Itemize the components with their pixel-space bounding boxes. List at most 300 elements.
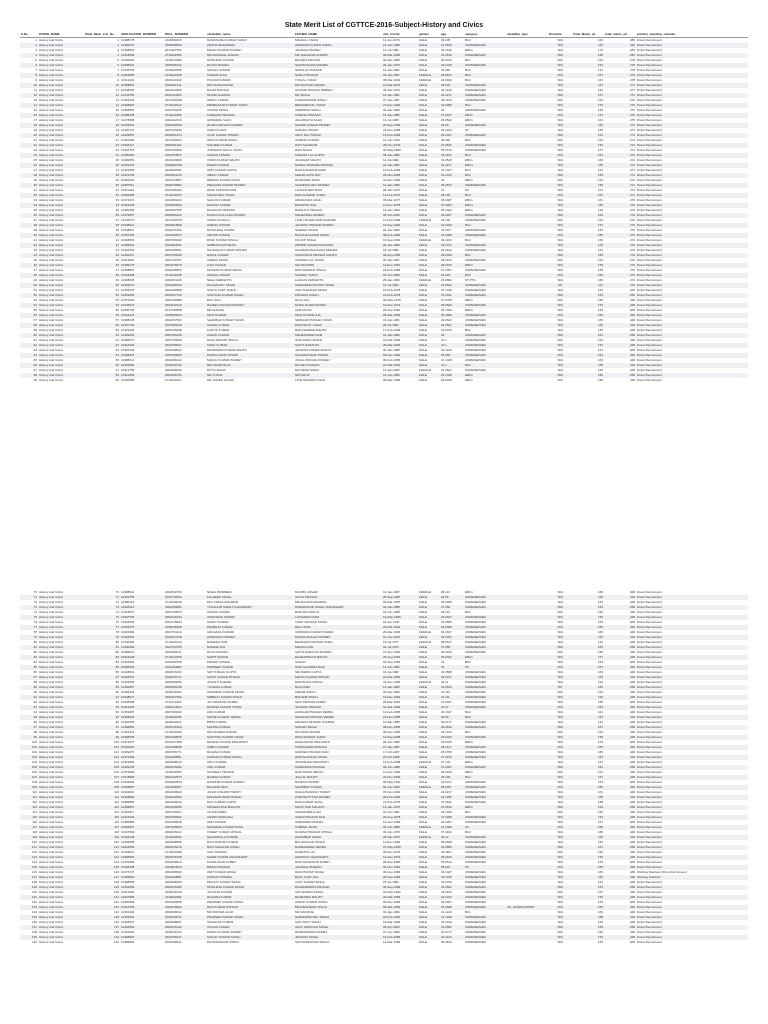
table-cell: 77	[84, 625, 120, 630]
table-cell: JAGDISH PASWAN	[294, 865, 382, 870]
table-cell: 10305998	[120, 700, 164, 705]
table-cell: 10334590	[120, 885, 164, 890]
table-cell: 10319963	[120, 258, 164, 263]
table-cell: 25	[20, 158, 38, 163]
table-cell: 15-Jan-1986	[382, 113, 418, 118]
table-cell: Direct Recruitment	[636, 208, 748, 213]
table-cell: ST PTG	[464, 278, 506, 283]
table-cell: UNRESERVED	[464, 850, 506, 855]
table-cell: DHARAMNATH MAHTO	[294, 655, 382, 660]
table-cell: MALE	[418, 38, 440, 44]
table-cell: BALI SAH	[206, 298, 294, 303]
table-cell: UNRESERVED	[464, 885, 506, 890]
table-cell: 24	[84, 153, 120, 158]
table-cell: 30-Nov-1983	[382, 870, 418, 875]
table-cell: 10316226	[120, 705, 164, 710]
table-cell: MD MAKSUD AHMAD	[294, 83, 382, 88]
table-cell: YES	[548, 895, 572, 900]
table-cell: Direct Recruitment	[636, 268, 748, 273]
table-cell: 268	[604, 835, 636, 840]
table-cell: 38.0907	[440, 198, 464, 203]
table-cell: SATYENDRA SINGH	[294, 890, 382, 895]
table-cell: 52	[84, 293, 120, 298]
table-cell: 124	[84, 860, 120, 865]
table-cell: RAM BUJUH SINGH	[294, 680, 382, 685]
table-cell: 282	[604, 48, 636, 53]
table-cell: 01-Mar-1984	[382, 705, 418, 710]
table-cell: 154	[572, 935, 604, 940]
table-cell: MALE	[418, 800, 440, 805]
table-cell: MALE	[418, 805, 440, 810]
table-cell: 2002015852	[164, 183, 206, 188]
table-cell: 2116010286	[164, 58, 206, 63]
table-cell: Direct Recruitment	[636, 373, 748, 378]
table-cell: 268	[604, 590, 636, 595]
table-cell: 154	[572, 238, 604, 243]
table-cell: UNRESERVED	[464, 795, 506, 800]
table-cell: BHUNESHWAR SINGH	[294, 905, 382, 910]
table-cell: MALE	[418, 685, 440, 690]
table-cell: 10385882	[120, 800, 164, 805]
table-cell: 15-Mar-1984	[382, 920, 418, 925]
table-cell: 2116020231	[164, 720, 206, 725]
table-cell: 268	[604, 890, 636, 895]
table-cell: 2004504210	[164, 173, 206, 178]
table-cell: 155	[572, 700, 604, 705]
table-cell: TUKLAL YADAV	[294, 78, 382, 83]
table-cell: RINKI KUMARI SINGH	[206, 238, 294, 243]
table-cell: 10390082	[120, 645, 164, 650]
table-cell: 86	[84, 670, 120, 675]
table-cell: KAMLESHWAR SINGH	[294, 98, 382, 103]
table-cell: KAMALAKAR DUBEY	[206, 860, 294, 865]
table-cell: MALE	[418, 795, 440, 800]
table-cell: KAMLESH PRASAD	[206, 113, 294, 118]
table-cell: 37.0708	[440, 298, 464, 303]
table-cell: 2002407990	[164, 695, 206, 700]
table-cell: Direct Recruitment	[636, 343, 748, 348]
table-cell: YES	[548, 208, 572, 213]
table-cell: 10380119	[120, 600, 164, 605]
table-cell: RAM SINGH	[294, 148, 382, 153]
table-cell: SHIV DATT SINGH	[294, 920, 382, 925]
table-cell: 10306102	[120, 348, 164, 353]
table-cell: 268	[604, 725, 636, 730]
table-cell: History and Civics	[38, 815, 84, 820]
table-cell: Direct Recruitment	[636, 148, 748, 153]
table-cell: 2007026950	[164, 148, 206, 153]
table-cell: 30.0717	[440, 720, 464, 725]
table-cell: 10319982	[120, 760, 164, 765]
table-cell: 10311444	[120, 188, 164, 193]
table-cell: 4	[20, 53, 38, 58]
table-cell: Direct Recruitment	[636, 765, 748, 770]
table-cell: UNRESERVED	[464, 605, 506, 610]
table-cell: 268	[604, 650, 636, 655]
table-cell: SAHDEO SINGH	[294, 228, 382, 233]
table-cell: History and Civics	[38, 600, 84, 605]
table-cell: 34	[20, 203, 38, 208]
table-cell: 10362366	[120, 138, 164, 143]
table-cell: 10333691	[120, 915, 164, 920]
table-cell: 268	[604, 885, 636, 890]
table-cell: 151	[572, 78, 604, 83]
table-cell: 10358851	[120, 83, 164, 88]
table-cell: EBC1	[464, 203, 506, 208]
column-header: total_marks_p2	[604, 32, 636, 38]
table-cell: YES	[548, 835, 572, 840]
table-cell: 29.0016	[440, 740, 464, 745]
table-cell: 26.0919	[440, 770, 464, 775]
table-cell: RAJIV PANDEY	[206, 650, 294, 655]
table-cell: SATYANARAYAN SINGH	[294, 940, 382, 945]
table-cell: UNRESERVED	[464, 93, 506, 98]
table-cell: 2713010258	[164, 655, 206, 660]
table-cell: 79	[84, 635, 120, 640]
table-cell: 16-Jun-1988	[382, 43, 418, 48]
table-cell: 104	[84, 760, 120, 765]
table-cell: 08-Mar-1986	[382, 53, 418, 58]
table-cell: 2002015747	[164, 675, 206, 680]
table-cell: BC2	[464, 138, 506, 143]
table-cell: YES	[548, 900, 572, 905]
table-cell: Direct Recruitment	[636, 258, 748, 263]
column-header: category	[464, 32, 506, 38]
table-cell: 28.05	[440, 595, 464, 600]
table-cell: 32.11	[440, 680, 464, 685]
table-cell: History and Civics	[38, 338, 84, 343]
table-cell: 2014307553	[164, 48, 206, 53]
table-cell: 10356470	[120, 288, 164, 293]
table-cell: 35.0928	[440, 840, 464, 845]
table-cell: 153	[572, 358, 604, 363]
table-cell: 130	[84, 890, 120, 895]
table-cell: YES	[548, 730, 572, 735]
table-cell: YES	[548, 143, 572, 148]
table-cell: 10143783	[120, 93, 164, 98]
table-cell: SANJEEV KUMAR	[206, 143, 294, 148]
table-cell: DILIP KUMAR JHA	[294, 313, 382, 318]
table-cell: 46	[84, 263, 120, 268]
table-cell: 31.0916	[440, 920, 464, 925]
table-cell: 83	[84, 655, 120, 660]
table-cell: MALE	[418, 690, 440, 695]
table-cell: MUNIR AHAMAD	[206, 93, 294, 98]
table-cell: 10379432	[120, 298, 164, 303]
table-cell: YES	[548, 218, 572, 223]
table-cell: YES	[548, 700, 572, 705]
table-cell: 2002408508	[164, 840, 206, 845]
table-cell: History and Civics	[38, 278, 84, 283]
table-cell: PAWAN KUMAR	[206, 163, 294, 168]
table-cell: 13-Dec-1978	[382, 203, 418, 208]
table-cell: Direct Recruitment	[636, 348, 748, 353]
table-cell: 04-Jan-1985	[382, 58, 418, 63]
table-cell: 66	[84, 363, 120, 368]
table-cell: 268	[604, 700, 636, 705]
table-cell: History and Civics	[38, 835, 84, 840]
table-cell: 2002015012	[164, 830, 206, 835]
table-cell: 32.0805	[440, 845, 464, 850]
table-cell: 165	[572, 810, 604, 815]
table-cell: 49	[84, 278, 120, 283]
table-cell: 2003210453	[164, 88, 206, 93]
table-cell: 126	[20, 870, 38, 875]
table-cell: RAMESHWAR VERMA	[294, 845, 382, 850]
table-cell: MALE	[418, 880, 440, 885]
table-cell: Direct Recruitment	[636, 890, 748, 895]
table-cell: 96	[20, 720, 38, 725]
table-cell: Direct Recruitment	[636, 770, 748, 775]
table-cell: 2002408913	[164, 860, 206, 865]
table-cell: 153	[572, 870, 604, 875]
table-cell: YES	[548, 605, 572, 610]
table-cell: 10323889	[120, 73, 164, 78]
table-cell: 274	[604, 128, 636, 133]
table-cell: YES	[548, 825, 572, 830]
table-cell: 10389213	[120, 650, 164, 655]
table-cell: 32.0926	[440, 905, 464, 910]
table-cell: MALE	[418, 610, 440, 615]
table-cell: JHULAL MAHTO	[294, 775, 382, 780]
table-cell: SUNIL KUMAR	[206, 343, 294, 348]
table-cell: BC2	[464, 78, 506, 83]
table-cell: 271	[604, 168, 636, 173]
table-cell: 67	[20, 368, 38, 373]
table-cell: YES	[548, 178, 572, 183]
table-cell: 27.6616	[440, 43, 464, 48]
table-cell: UNRESERVED	[464, 875, 506, 880]
table-cell: MALE	[418, 655, 440, 660]
table-cell: 73	[84, 605, 120, 610]
table-cell: MUDHESH KUMAR DASS	[206, 825, 294, 830]
table-cell: 10399653	[120, 333, 164, 338]
table-cell: Direct Recruitment	[636, 915, 748, 920]
table-cell: 94	[84, 710, 120, 715]
table-cell: 2116020358	[164, 68, 206, 73]
table-cell: 33.0508	[440, 670, 464, 675]
table-cell: 16-Jan-1983	[382, 333, 418, 338]
table-cell: SC	[464, 865, 506, 870]
table-cell: History and Civics	[38, 308, 84, 313]
table-cell: YES	[548, 645, 572, 650]
table-cell: JAGDISH SINGH	[294, 935, 382, 940]
table-cell: 31	[84, 188, 120, 193]
table-cell: RAKESH RAI	[206, 645, 294, 650]
table-cell: 2002408107	[164, 785, 206, 790]
table-cell: MALE	[418, 925, 440, 930]
table-cell: 268	[604, 815, 636, 820]
table-cell: YES	[548, 870, 572, 875]
table-cell: 127	[20, 875, 38, 880]
table-cell: 268	[604, 680, 636, 685]
table-cell: 138	[20, 930, 38, 935]
table-cell: 23-Oct-1988	[382, 755, 418, 760]
table-cell: 268	[604, 790, 636, 795]
table-cell: Direct Recruitment	[636, 93, 748, 98]
table-cell: 33.1117	[440, 228, 464, 233]
table-cell: YES	[548, 288, 572, 293]
table-cell: YES	[548, 930, 572, 935]
table-cell: 155	[572, 163, 604, 168]
table-cell: Direct Recruitment	[636, 650, 748, 655]
table-cell: 158	[572, 650, 604, 655]
table-cell: 18	[20, 123, 38, 128]
table-cell: BC2	[464, 610, 506, 615]
table-cell: UNRESERVED	[464, 920, 506, 925]
table-cell: 162	[572, 635, 604, 640]
table-cell: 31.0927	[440, 700, 464, 705]
table-cell: 108	[20, 780, 38, 785]
table-cell: 27.082	[440, 605, 464, 610]
table-cell: PARMANAND SINGH CHAUDHARY	[294, 605, 382, 610]
table-cell: 166	[572, 273, 604, 278]
table-cell: History and Civics	[38, 910, 84, 915]
table-cell: 2017026238	[164, 98, 206, 103]
table-cell: 23.0804	[440, 278, 464, 283]
table-cell: Direct Recruitment	[636, 163, 748, 168]
table-cell: 10386820	[120, 940, 164, 945]
table-cell: 268	[604, 775, 636, 780]
table-cell: 43	[20, 248, 38, 253]
table-cell: UNRESERVED	[464, 905, 506, 910]
table-cell: History and Civics	[38, 48, 84, 53]
table-cell: 88	[20, 680, 38, 685]
table-cell: ASHISH KUMAR	[206, 273, 294, 278]
table-cell: 10389901	[120, 243, 164, 248]
table-cell: 01-Mar-1984	[382, 363, 418, 368]
table-cell: 89	[84, 685, 120, 690]
table-cell: UNRESERVED	[464, 143, 506, 148]
table-cell: 268	[604, 600, 636, 605]
table-cell: MALE	[418, 188, 440, 193]
table-cell: 166	[572, 685, 604, 690]
table-cell: History and Civics	[38, 635, 84, 640]
table-cell: 21-Feb-1978	[382, 800, 418, 805]
table-cell: History and Civics	[38, 143, 84, 148]
table-cell: 93	[20, 705, 38, 710]
table-cell: SATYA NARAYAN	[294, 343, 382, 348]
table-cell: Direct Recruitment	[636, 805, 748, 810]
table-cell: 114	[84, 810, 120, 815]
table-cell: 62	[20, 343, 38, 348]
table-cell: History and Civics	[38, 865, 84, 870]
table-cell: YES	[548, 353, 572, 358]
table-cell: PRANAY KUMAR SINHA	[206, 880, 294, 885]
table-cell: MD REYAJUDDIN	[294, 363, 382, 368]
table-cell: 32.0315	[440, 328, 464, 333]
table-cell: MANTI PAD MAHATO	[294, 805, 382, 810]
table-cell: YES	[548, 635, 572, 640]
table-cell: 10-Dec-1979	[382, 303, 418, 308]
table-cell: 24.0217	[440, 790, 464, 795]
table-cell: JAGDISH PRASAD	[294, 705, 382, 710]
table-cell: History and Civics	[38, 750, 84, 755]
table-cell: 125	[20, 865, 38, 870]
table-cell: 09-Jun-1988	[382, 765, 418, 770]
table-cell: 05-Jan-1975	[382, 188, 418, 193]
table-cell: 14-Jan-1989	[382, 183, 418, 188]
table-cell: UNRESERVED	[464, 880, 506, 885]
table-cell: 2002015104	[164, 725, 206, 730]
table-cell: YES	[548, 910, 572, 915]
table-cell: 10307545	[120, 615, 164, 620]
table-cell: 90	[20, 690, 38, 695]
table-cell: 163	[572, 338, 604, 343]
table-cell: History and Civics	[38, 595, 84, 600]
table-cell: 25.2616	[440, 53, 464, 58]
table-cell: 156	[572, 278, 604, 283]
table-cell: YES	[548, 650, 572, 655]
table-cell: UNRESERVED	[464, 635, 506, 640]
table-cell: 35.0712	[440, 148, 464, 153]
table-cell: 167	[572, 775, 604, 780]
table-cell: GOVIND PRASAD DERNEY	[294, 88, 382, 93]
table-cell: 105	[20, 765, 38, 770]
table-cell: 10304583	[120, 925, 164, 930]
table-cell: Direct Recruitment	[636, 123, 748, 128]
table-cell: RAJESH PANDEY	[294, 780, 382, 785]
table-cell: Direct Recruitment	[636, 273, 748, 278]
table-cell: 268	[604, 785, 636, 790]
table-cell: MALE	[418, 223, 440, 228]
table-cell: 134	[20, 910, 38, 915]
table-cell: 2002408142	[164, 358, 206, 363]
table-cell: 268	[604, 850, 636, 855]
table-cell: Direct Recruitment	[636, 188, 748, 193]
table-cell: History and Civics	[38, 800, 84, 805]
table-cell: 33.0317	[440, 675, 464, 680]
table-cell: 270	[604, 208, 636, 213]
table-cell: 05-Mar-1984	[382, 700, 418, 705]
table-cell: RAJNISH KUMAR	[206, 895, 294, 900]
table-cell: YES	[548, 790, 572, 795]
table-cell: MALE	[418, 83, 440, 88]
table-cell: 157	[572, 665, 604, 670]
table-cell: 10346384	[120, 640, 164, 645]
table-cell: 166	[572, 313, 604, 318]
table-cell: 167	[572, 283, 604, 288]
table-cell: Direct Recruitment	[636, 595, 748, 600]
table-cell: UNRESERVED	[464, 745, 506, 750]
table-cell: 139	[20, 935, 38, 940]
column-header: primary_teaching_remarks	[636, 32, 748, 38]
table-cell: 29.1316	[440, 63, 464, 68]
table-cell: UNRESERVED	[464, 695, 506, 700]
table-cell: History and Civics	[38, 113, 84, 118]
table-cell: RAVISHANKAR SINGH	[206, 940, 294, 945]
table-cell: Direct Recruitment	[636, 625, 748, 630]
table-cell: History and Civics	[38, 283, 84, 288]
table-cell: MALE	[418, 790, 440, 795]
table-cell: MALE	[418, 58, 440, 63]
table-cell: 10398862	[120, 48, 164, 53]
table-cell: History and Civics	[38, 328, 84, 333]
table-cell: 164	[572, 680, 604, 685]
table-cell: GOBIND SUSHILI	[294, 138, 382, 143]
table-cell: BC2	[464, 168, 506, 173]
table-cell: History and Civics	[38, 890, 84, 895]
table-cell: 10369891	[120, 875, 164, 880]
table-cell: YES	[548, 368, 572, 373]
table-cell: 2007006384	[164, 188, 206, 193]
table-cell: 08-Jun-1986	[382, 740, 418, 745]
table-cell: 2003204246	[164, 278, 206, 283]
table-cell: 164	[572, 138, 604, 143]
table-cell: 27.0317	[440, 113, 464, 118]
table-cell: 26.0917	[440, 615, 464, 620]
table-cell: MALE	[418, 865, 440, 870]
